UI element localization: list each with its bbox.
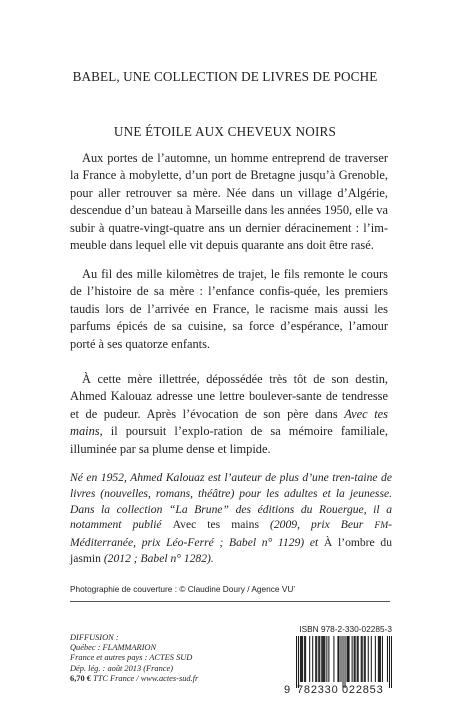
barcode-bar bbox=[304, 636, 305, 682]
barcode-bar bbox=[354, 636, 355, 682]
barcode-bar bbox=[380, 636, 381, 682]
barcode-bar bbox=[328, 636, 329, 682]
blurb-paragraph-3 bbox=[70, 371, 388, 458]
barcode-bar bbox=[365, 636, 366, 682]
bio-book-title: À l’ombre du jasmin bbox=[70, 536, 392, 565]
bio-text: Né en 1952, Ahmed Kalouaz est l’auteur de plus d’une tren-taine de livres (nouvelles, romans, théâtre) pour les adultes et la jeunesse. Dans la collection “La Brune” des éditions du Rouergue, il a notamment publié bbox=[70, 471, 392, 532]
isbn: ISBN 978-2-330-02285-3 bbox=[299, 624, 392, 634]
barcode-digits-left: 782330 bbox=[297, 684, 339, 696]
barcode-bar bbox=[361, 636, 362, 682]
blurb-paragraph-2: Au fil des mille kilomètres de trajet, le fils remonte le cours de l’histoire de sa mère : l’enfance confis-quée, les premiers taudis lors de l’arrivée en France, le racisme mais aussi les parfums épicés de sa cuisine, sa force d’espérance, l’amour porté à ses quatorze enfants. bbox=[70, 267, 388, 351]
barcode-bar bbox=[357, 636, 358, 682]
barcode-bar bbox=[326, 636, 327, 682]
barcode-bar bbox=[347, 636, 348, 682]
barcode-bar bbox=[296, 636, 297, 688]
barcode-bar bbox=[315, 636, 316, 682]
distribution-line: Dép. lég. : août 2013 (France) bbox=[70, 663, 174, 673]
barcode-bar bbox=[387, 636, 388, 682]
blurb-text: À cette mère illettrée, dépossédée très tôt de son destin, Ahmed Kalouaz adresse une lettre boulever-sante de tendresse et de pudeur. Après l’évocation de son père dans bbox=[70, 372, 388, 421]
barcode-bar bbox=[340, 636, 341, 682]
barcode-bar bbox=[358, 636, 359, 682]
barcode-bar bbox=[324, 636, 325, 682]
barcode-bar bbox=[322, 636, 323, 682]
book-title: UNE ÉTOILE AUX CHEVEUX NOIRS bbox=[113, 124, 337, 139]
barcode-bar bbox=[389, 636, 390, 688]
distribution-block bbox=[70, 633, 198, 684]
series-heading: BABEL, UNE COLLECTION DE LIVRES DE POCHE bbox=[72, 69, 378, 84]
blurb-paragraph-1: Aux portes de l’automne, un homme entreprend de traverser la France à mobylette, d’un port de Bretagne jusqu’à Grenoble, pour aller retrouver sa mère. Née dans un village d’Algérie, descendue d’un bateau à Marseille dans les années 1950, elle va subir à quatre-vingt-quatre ans un dernier déracinement : l’im-meuble dans lequel elle vit depuis quarante ans doit être rasé. bbox=[70, 151, 388, 253]
barcode-bar bbox=[349, 636, 350, 682]
barcode-bar bbox=[338, 636, 339, 682]
price-line bbox=[70, 674, 198, 684]
barcode-bar bbox=[316, 636, 317, 682]
barcode-bar bbox=[352, 636, 353, 682]
barcode-bar bbox=[337, 636, 338, 682]
bio-text: (2009, prix Beur bbox=[258, 518, 375, 532]
bio-book-title: Avec tes mains bbox=[172, 518, 259, 532]
barcode-bar bbox=[382, 636, 383, 682]
distribution-line: DIFFUSION : bbox=[70, 633, 119, 642]
price-line-text: TTC France / www.actes-sud.fr bbox=[90, 673, 199, 683]
bio-text-smallcaps: FM bbox=[374, 521, 389, 532]
barcode-bar bbox=[342, 636, 343, 688]
barcode-digit-prefix: 9 bbox=[284, 684, 291, 696]
barcode-bar bbox=[323, 636, 324, 682]
barcode-digits-right: 022853 bbox=[342, 684, 384, 696]
barcode-bar bbox=[375, 636, 376, 682]
barcode-bar bbox=[378, 636, 379, 682]
barcode-bar bbox=[309, 636, 310, 682]
barcode-bar bbox=[312, 636, 313, 682]
barcode-bar bbox=[355, 636, 356, 682]
barcode-bar bbox=[319, 636, 320, 682]
barcode-bar bbox=[345, 636, 346, 688]
barcode-bar bbox=[333, 636, 334, 682]
barcode-bar bbox=[300, 636, 301, 682]
barcode-bar bbox=[318, 636, 319, 682]
blurb-text: , il poursuit l’explo-ration de sa mémoire familiale, illuminée par sa plume dense et limpide. bbox=[70, 424, 388, 456]
barcode-bar bbox=[391, 636, 392, 688]
barcode-bar bbox=[362, 636, 363, 682]
author-bio bbox=[70, 470, 392, 567]
barcode-bar bbox=[368, 636, 369, 682]
distribution-line: France et autres pays : ACTES SUD bbox=[70, 653, 193, 663]
barcode-bar bbox=[298, 636, 299, 688]
barcode-bar bbox=[301, 636, 302, 682]
photo-credit: Photographie de couverture : © Claudine Doury / Agence VU’ bbox=[70, 584, 296, 594]
barcode-bar bbox=[348, 636, 349, 682]
barcode-bar bbox=[305, 636, 306, 682]
distribution-line: Québec : FLAMMARION bbox=[70, 643, 157, 653]
barcode-bar bbox=[302, 636, 303, 682]
barcode-bar bbox=[321, 636, 322, 682]
barcode-bar bbox=[364, 636, 365, 682]
bio-text: (2012 ; Babel n° 1282). bbox=[100, 551, 214, 565]
barcode-bar bbox=[379, 636, 380, 682]
bio-text: -Méditerranée, prix Léo-Ferré ; Babel n° 1129) et bbox=[70, 518, 392, 550]
price: 6,70 € bbox=[70, 673, 91, 683]
book-title-mention: Avec tes mains bbox=[70, 406, 388, 439]
barcode-bar bbox=[371, 636, 372, 682]
divider bbox=[70, 601, 390, 602]
